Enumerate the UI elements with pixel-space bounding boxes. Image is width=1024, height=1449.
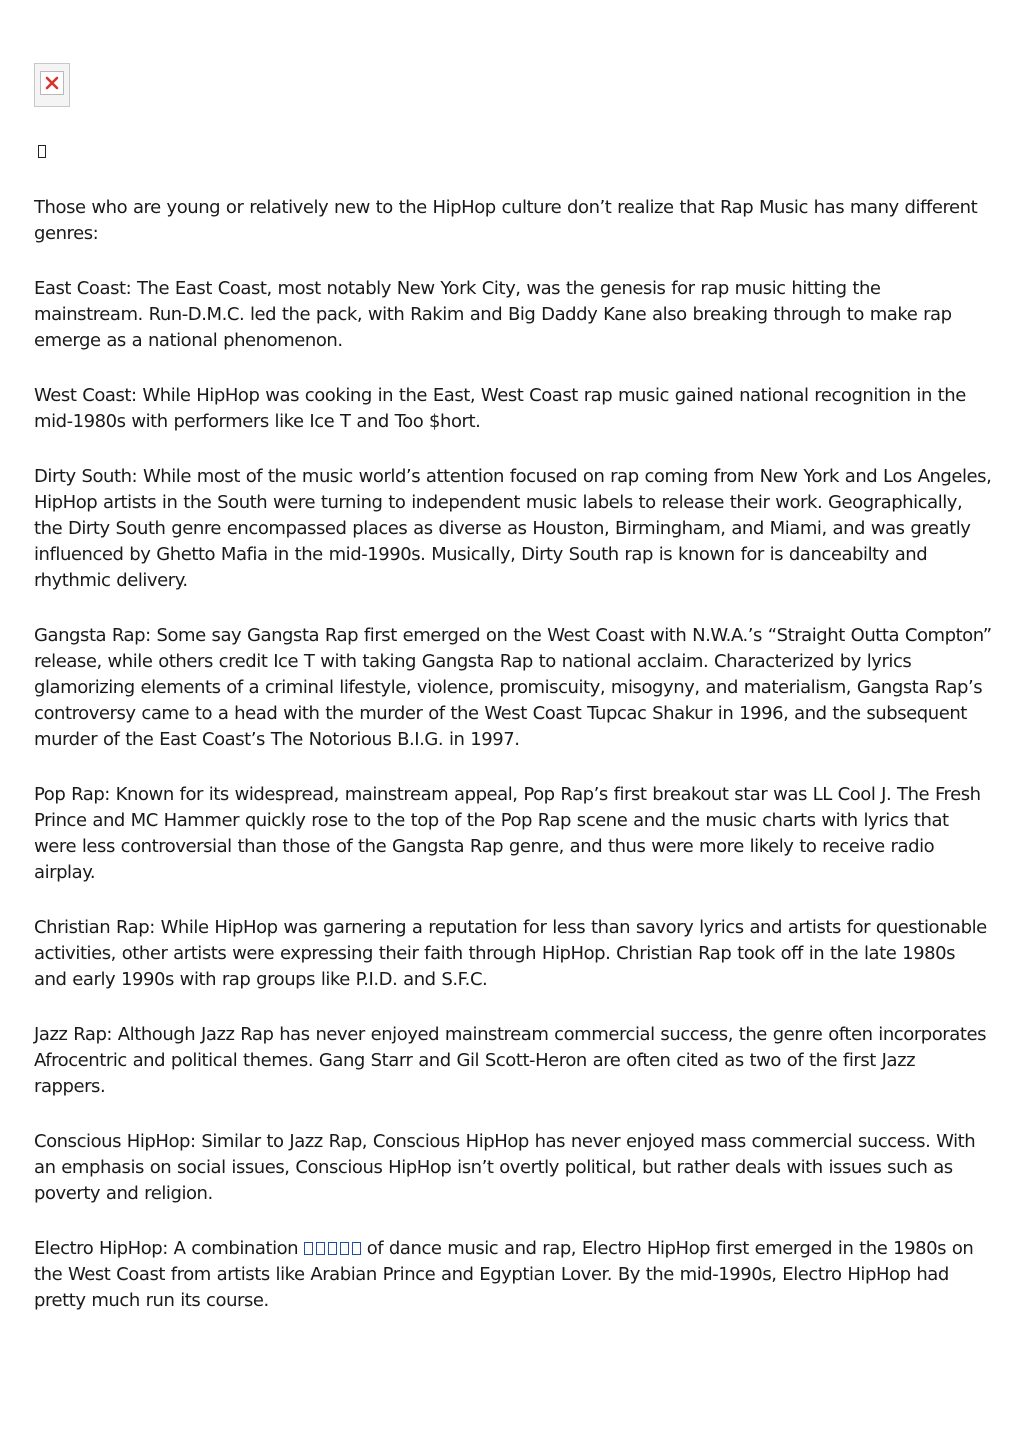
electro-text-before-link: Electro HipHop: A combination [34, 1238, 304, 1259]
missing-glyph-box [304, 1242, 313, 1255]
missing-glyph-box [328, 1242, 337, 1255]
paragraph-intro: Those who are young or relatively new to the HipHop culture don’t realize that Rap Music has many different genres: [34, 197, 978, 244]
paragraph-east-coast: East Coast: The East Coast, most notably New York City, was the genesis for rap music hitting the mainstream. Run-D.M.C. led the pack, with Rakim and Big Daddy Kane also breaking through to make rap emerge as a national phenomenon. [34, 278, 952, 351]
paragraph-electro-hiphop [34, 1236, 992, 1314]
missing-glyph-box [352, 1242, 361, 1255]
paragraph-jazz-rap: Jazz Rap: Although Jazz Rap has never enjoyed mainstream commercial success, the genre often incorporates Afrocentric and political themes. Gang Starr and Gil Scott-Heron are often cited as two of the first Jazz rappers. [34, 1024, 987, 1097]
article-body [34, 195, 992, 1343]
broken-image-frame [40, 71, 64, 95]
paragraph-west-coast: West Coast: While HipHop was cooking in the East, West Coast rap music gained national recognition in the mid-1980s with performers like Ice T and Too $hort. [34, 385, 966, 432]
paragraph-pop-rap: Pop Rap: Known for its widespread, mainstream appeal, Pop Rap’s first breakout star was LL Cool J. The Fresh Prince and MC Hammer quickly rose to the top of the Pop Rap scene and the music charts with lyrics that were less controversial than those of the Gangsta Rap genre, and thus were more likely to receive radio airplay. [34, 784, 981, 883]
paragraph-conscious-hiphop: Conscious HipHop: Similar to Jazz Rap, Conscious HipHop has never enjoyed mass commercial success. With an emphasis on social issues, Conscious HipHop isn’t overtly political, but rather deals with issues such as poverty and religion. [34, 1131, 976, 1204]
missing-glyph-icon [38, 145, 46, 158]
inline-link[interactable] [304, 1238, 361, 1259]
electro-text-after-link: of dance music and rap, Electro HipHop first emerged in the 1980s on the West Coast from artists like Arabian Prince and Egyptian Lover. By the mid-1990s, Electro HipHop had pretty much run its course. [34, 1238, 974, 1311]
close-x-icon [45, 76, 59, 90]
missing-glyph-boxes [304, 1236, 361, 1262]
paragraph-dirty-south: Dirty South: While most of the music world’s attention focused on rap coming from New York and Los Angeles, HipHop artists in the South were turning to independent music labels to release their work. Geographically, the Dirty South genre encompassed places as diverse as Houston, Birmingham, and Miami, and was greatly influenced by Ghetto Mafia in the mid-1990s. Musically, Dirty South rap is known for is danceabilty and rhythmic delivery. [34, 466, 992, 591]
broken-image-icon [34, 63, 70, 107]
missing-glyph-box [340, 1242, 349, 1255]
missing-glyph-box [316, 1242, 325, 1255]
paragraph-gangsta-rap: Gangsta Rap: Some say Gangsta Rap first emerged on the West Coast with N.W.A.’s “Straight Outta Compton” release, while others credit Ice T with taking Gangsta Rap to national acclaim. Characterized by lyrics glamorizing elements of a criminal lifestyle, violence, promiscuity, misogyny, and materialism, Gangsta Rap’s controversy came to a head with the murder of the West Coast Tupcac Shakur in 1996, and the subsequent murder of the East Coast’s The Notorious B.I.G. in 1997. [34, 625, 992, 750]
paragraph-christian-rap: Christian Rap: While HipHop was garnering a reputation for less than savory lyrics and artists for questionable activities, other artists were expressing their faith through HipHop. Christian Rap took off in the late 1980s and early 1990s with rap groups like P.I.D. and S.F.C. [34, 917, 987, 990]
